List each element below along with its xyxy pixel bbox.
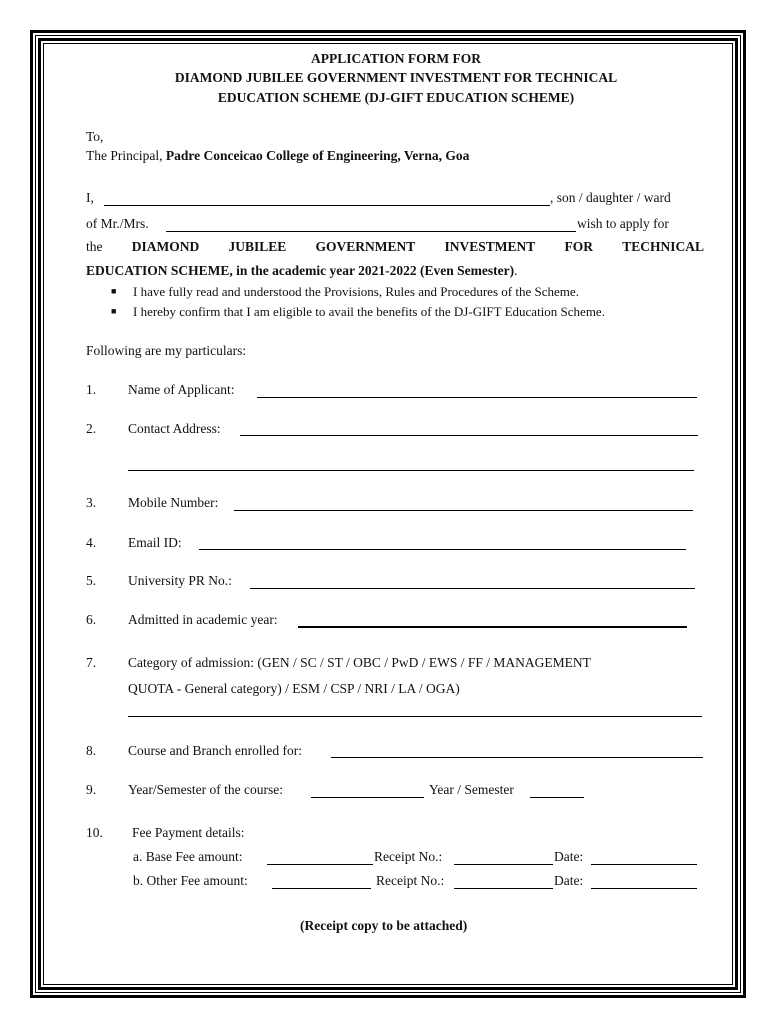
word-jubilee: JUBILEE — [228, 239, 287, 254]
year-semester-label: Year/Semester of the course: — [128, 782, 283, 797]
scheme-year-line — [86, 263, 517, 279]
field-number: 4. — [86, 535, 97, 550]
field-number: 3. — [86, 495, 97, 510]
bullet-item: I hereby confirm that I am eligible to avail the benefits of the DJ-GIFT Education Scheme. — [133, 304, 605, 319]
base-fee-label: a. Base Fee amount: — [133, 849, 243, 864]
base-fee-amount-field[interactable] — [267, 864, 373, 865]
name-of-applicant-field[interactable] — [257, 397, 697, 398]
base-receipt-label: Receipt No.: — [374, 849, 443, 864]
other-receipt-field[interactable] — [454, 888, 553, 889]
scheme-year-text: EDUCATION SCHEME, in the academic year 2021-2022 (Even Semester) — [86, 263, 515, 278]
scheme-name-line — [86, 239, 704, 255]
applicant-name-blank[interactable] — [104, 205, 550, 206]
field-number: 9. — [86, 782, 97, 797]
email-id-label: Email ID: — [128, 535, 182, 550]
bullet-icon: ■ — [111, 286, 117, 296]
field-number: 6. — [86, 612, 97, 627]
word-investment: INVESTMENT — [444, 239, 536, 254]
university-pr-label: University PR No.: — [128, 573, 232, 588]
other-receipt-label: Receipt No.: — [376, 873, 445, 888]
base-date-label: Date: — [554, 849, 584, 864]
word-the: the — [86, 239, 103, 254]
principal-line — [86, 148, 469, 164]
contact-address-field-line-2[interactable] — [128, 470, 694, 471]
declaration-i-label: I, — [86, 190, 94, 205]
contact-address-label: Contact Address: — [128, 421, 221, 436]
field-number: 5. — [86, 573, 97, 588]
year-semester-field-2[interactable] — [530, 797, 584, 798]
word-for: FOR — [564, 239, 593, 254]
parent-name-blank[interactable] — [166, 231, 576, 232]
course-branch-label: Course and Branch enrolled for: — [128, 743, 302, 758]
base-date-field[interactable] — [591, 864, 697, 865]
college-name: Padre Conceicao College of Engineering, Verna, Goa — [165, 148, 470, 163]
mobile-number-field[interactable] — [234, 510, 693, 511]
inner-border-inner-line — [43, 43, 733, 985]
admitted-year-field[interactable] — [298, 626, 687, 628]
parent-label: of Mr./Mrs. — [86, 216, 149, 231]
field-number: 7. — [86, 655, 97, 670]
field-number: 10. — [86, 825, 103, 840]
wish-to-apply-label: wish to apply for — [577, 216, 669, 231]
word-government: GOVERNMENT — [315, 239, 416, 254]
bullet-item: I have fully read and understood the Provisions, Rules and Procedures of the Scheme. — [133, 284, 579, 299]
year-semester-field[interactable] — [311, 797, 424, 798]
form-title-line-3: EDUCATION SCHEME (DJ-GIFT EDUCATION SCHEME) — [217, 90, 575, 105]
field-number: 2. — [86, 421, 97, 436]
mobile-number-label: Mobile Number: — [128, 495, 219, 510]
to-label: To, — [86, 129, 104, 144]
admitted-year-label: Admitted in academic year: — [128, 612, 278, 627]
other-date-field[interactable] — [591, 888, 697, 889]
other-date-label: Date: — [554, 873, 584, 888]
particulars-intro: Following are my particulars: — [86, 343, 247, 358]
word-technical: TECHNICAL — [622, 239, 704, 254]
field-number: 8. — [86, 743, 97, 758]
receipt-note: (Receipt copy to be attached) — [300, 918, 468, 933]
bullet-icon: ■ — [111, 306, 117, 316]
base-receipt-field[interactable] — [454, 864, 553, 865]
name-of-applicant-label: Name of Applicant: — [128, 382, 235, 397]
form-title-line-2: DIAMOND JUBILEE GOVERNMENT INVESTMENT FOR TECHNICAL — [174, 70, 618, 85]
contact-address-field-line-1[interactable] — [240, 435, 698, 436]
course-branch-field[interactable] — [331, 757, 703, 758]
year-semester-label-2: Year / Semester — [429, 782, 514, 797]
category-label-line-1: Category of admission: (GEN / SC / ST / OBC / PwD / EWS / FF / MANAGEMENT — [128, 655, 591, 670]
word-diamond: DIAMOND — [131, 239, 200, 254]
principal-prefix: The Principal, — [86, 148, 166, 163]
university-pr-field[interactable] — [250, 588, 695, 589]
form-title-line-1: APPLICATION FORM FOR — [311, 51, 481, 66]
son-daughter-ward-label: , son / daughter / ward — [550, 190, 671, 205]
category-label-line-2: QUOTA - General category) / ESM / CSP / NRI / LA / OGA) — [128, 681, 460, 696]
email-id-field[interactable] — [199, 549, 686, 550]
other-fee-amount-field[interactable] — [272, 888, 371, 889]
scheme-year-period: . — [514, 263, 518, 278]
fee-payment-label: Fee Payment details: — [132, 825, 245, 840]
other-fee-label: b. Other Fee amount: — [133, 873, 248, 888]
category-field[interactable] — [128, 716, 702, 717]
field-number: 1. — [86, 382, 97, 397]
